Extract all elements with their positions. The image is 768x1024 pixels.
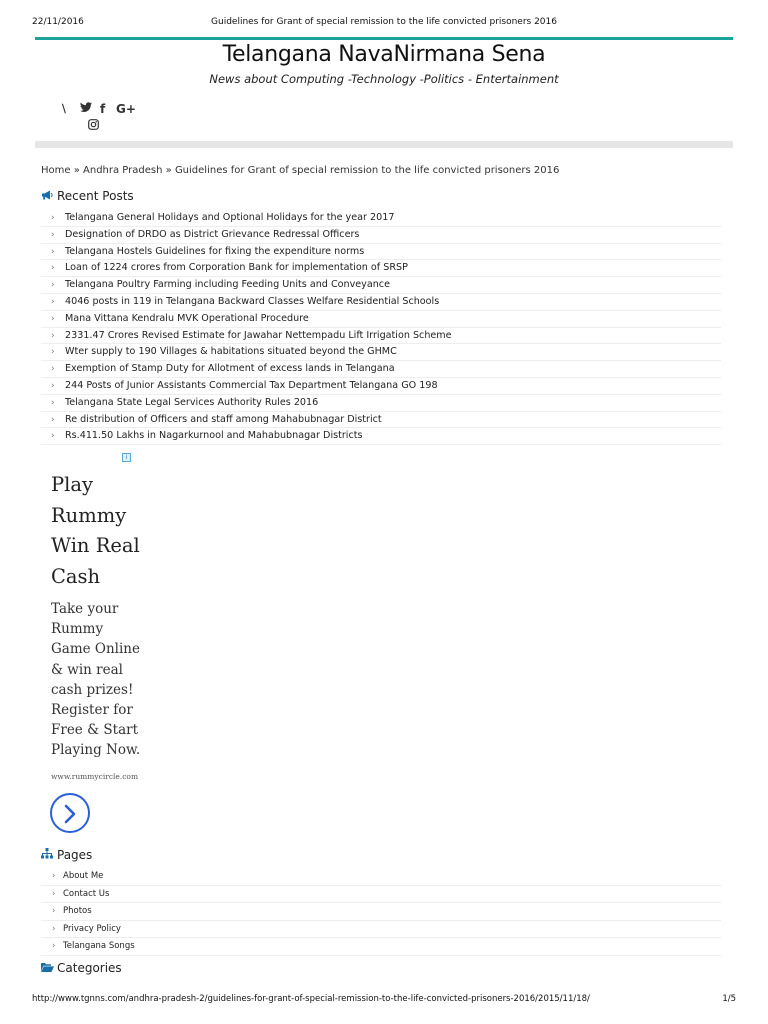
- print-page-number: 1/5: [722, 994, 736, 1004]
- recent-post-item[interactable]: [41, 227, 721, 244]
- chevron-right-icon: ›: [52, 906, 56, 916]
- recent-post-link[interactable]: Telangana Hostels Guidelines for fixing the expenditure norms: [65, 245, 365, 257]
- chevron-right-icon: ›: [51, 330, 55, 341]
- chevron-right-icon: ›: [52, 941, 56, 951]
- chevron-right-icon: ›: [52, 888, 56, 899]
- pages-list: [41, 868, 721, 956]
- recent-post-item[interactable]: [41, 378, 721, 395]
- chevron-right-icon: ›: [51, 296, 55, 307]
- chevron-right-icon: ›: [51, 414, 55, 425]
- page-link[interactable]: Photos: [63, 906, 92, 916]
- recent-post-item[interactable]: [41, 361, 721, 378]
- instagram-icon[interactable]: [88, 119, 99, 133]
- page-item[interactable]: [41, 938, 721, 956]
- recent-post-link[interactable]: Telangana General Holidays and Optional Holidays for the year 2017: [65, 212, 395, 223]
- rss-icon[interactable]: ⧵: [62, 102, 66, 116]
- google-plus-icon[interactable]: G+: [116, 102, 136, 116]
- chevron-right-icon: ›: [52, 871, 56, 881]
- page-item[interactable]: [41, 868, 721, 886]
- recent-post-item[interactable]: [41, 210, 721, 227]
- recent-post-link[interactable]: 4046 posts in 119 in Telangana Backward Classes Welfare Residential Schools: [65, 295, 440, 307]
- recent-post-item[interactable]: [41, 260, 721, 277]
- folder-open-icon: [41, 962, 57, 975]
- chevron-right-icon: ›: [51, 431, 55, 442]
- print-header: [32, 17, 736, 31]
- print-url: http://www.tgnns.com/andhra-pradesh-2/guidelines-for-grant-of-special-remission-to-the-life-convicted-prisoners-2016/2015/11/18/: [32, 994, 590, 1004]
- chevron-right-icon: ›: [51, 347, 55, 358]
- categories-title: Categories: [57, 961, 122, 975]
- recent-post-link[interactable]: Telangana State Legal Services Authority Rules 2016: [65, 396, 319, 408]
- page-item[interactable]: [41, 921, 721, 939]
- recent-post-link[interactable]: Wter supply to 190 Villages & habitations situated beyond the GHMC: [65, 346, 397, 358]
- recent-post-item[interactable]: [41, 311, 721, 328]
- chevron-right-icon: ›: [51, 246, 55, 257]
- recent-post-item[interactable]: [41, 344, 721, 361]
- page-item[interactable]: [41, 903, 721, 921]
- categories-heading: [41, 961, 122, 975]
- recent-post-link[interactable]: 2331.47 Crores Revised Estimate for Jawahar Nettempadu Lift Irrigation Scheme: [65, 329, 452, 341]
- megaphone-icon: [41, 190, 57, 203]
- chevron-right-icon: ›: [51, 397, 55, 408]
- chevron-right-icon: ›: [51, 280, 55, 291]
- recent-post-link[interactable]: Re distribution of Officers and staff among Mahabubnagar District: [65, 413, 382, 425]
- breadcrumb-separator: »: [162, 165, 175, 176]
- chevron-right-icon: ›: [52, 923, 56, 934]
- page-item[interactable]: [41, 886, 721, 904]
- header-divider: [35, 141, 733, 148]
- site-tagline: News about Computing -Technology -Politics - Entertainment: [209, 72, 559, 86]
- recent-post-item[interactable]: [41, 328, 721, 345]
- chevron-right-icon: ›: [51, 229, 55, 240]
- breadcrumb-separator: »: [70, 165, 84, 176]
- pages-heading: [41, 848, 92, 862]
- breadcrumb: [41, 165, 559, 176]
- page-link[interactable]: About Me: [63, 871, 104, 881]
- recent-post-link[interactable]: Rs.411.50 Lakhs in Nagarkurnool and Mahabubnagar Districts: [65, 430, 363, 442]
- recent-posts-title: Recent Posts: [57, 189, 134, 203]
- print-date: 22/11/2016: [32, 17, 84, 27]
- print-title: Guidelines for Grant of special remission to the life convicted prisoners 2016: [211, 17, 557, 27]
- page-link[interactable]: Contact Us: [63, 888, 110, 899]
- chevron-right-icon: ›: [51, 364, 55, 375]
- page-link[interactable]: Privacy Policy: [63, 923, 121, 934]
- recent-post-item[interactable]: [41, 277, 721, 294]
- recent-post-link[interactable]: Designation of DRDO as District Grievance Redressal Officers: [65, 228, 360, 240]
- recent-posts-list: [41, 210, 721, 445]
- breadcrumb-current: Guidelines for Grant of special remission to the life convicted prisoners 2016: [174, 165, 560, 176]
- recent-post-link[interactable]: Mana Vittana Kendralu MVK Operational Procedure: [65, 312, 309, 324]
- ad-choices-icon[interactable]: i: [122, 453, 131, 462]
- recent-post-item[interactable]: [41, 294, 721, 311]
- sitemap-icon: [41, 848, 57, 862]
- ad-arrow-button[interactable]: [50, 793, 90, 833]
- recent-post-item[interactable]: [41, 412, 721, 429]
- pages-title: Pages: [57, 848, 93, 862]
- recent-post-link[interactable]: 244 Posts of Junior Assistants Commercial Tax Department Telangana GO 198: [65, 379, 438, 391]
- facebook-icon[interactable]: f: [100, 102, 106, 116]
- twitter-icon[interactable]: [80, 102, 92, 116]
- recent-post-link[interactable]: Telangana Poultry Farming including Feeding Units and Conveyance: [65, 279, 390, 291]
- ad-body-text: Take your Rummy Game Online & win real cash prizes! Register for Free & Start Playing Now.: [51, 601, 141, 759]
- chevron-right-icon: ›: [51, 213, 55, 223]
- chevron-right-icon: ›: [51, 263, 55, 274]
- recent-post-link[interactable]: Exemption of Stamp Duty for Allotment of excess lands in Telangana: [65, 363, 395, 375]
- breadcrumb-category-link[interactable]: Andhra Pradesh: [83, 165, 163, 176]
- chevron-right-icon: ›: [51, 313, 55, 324]
- print-footer: [32, 994, 736, 1008]
- chevron-right-icon: ›: [51, 380, 55, 391]
- ad-headline[interactable]: Play Rummy Win Real Cash: [51, 473, 140, 588]
- recent-post-link[interactable]: Loan of 1224 crores from Corporation Bank for implementation of SRSP: [65, 262, 408, 274]
- chevron-right-icon: [63, 804, 77, 824]
- site-title[interactable]: Telangana NavaNirmana Sena: [222, 42, 546, 67]
- header-accent-rule: [35, 37, 733, 40]
- page-link[interactable]: Telangana Songs: [63, 941, 135, 951]
- recent-post-item[interactable]: [41, 244, 721, 261]
- breadcrumb-home-link[interactable]: Home: [41, 165, 71, 176]
- ad-display-url[interactable]: www.rummycircle.com: [51, 772, 139, 781]
- recent-post-item[interactable]: [41, 395, 721, 412]
- recent-post-item[interactable]: [41, 428, 721, 445]
- social-icons: [62, 102, 142, 136]
- recent-posts-heading: [41, 189, 134, 203]
